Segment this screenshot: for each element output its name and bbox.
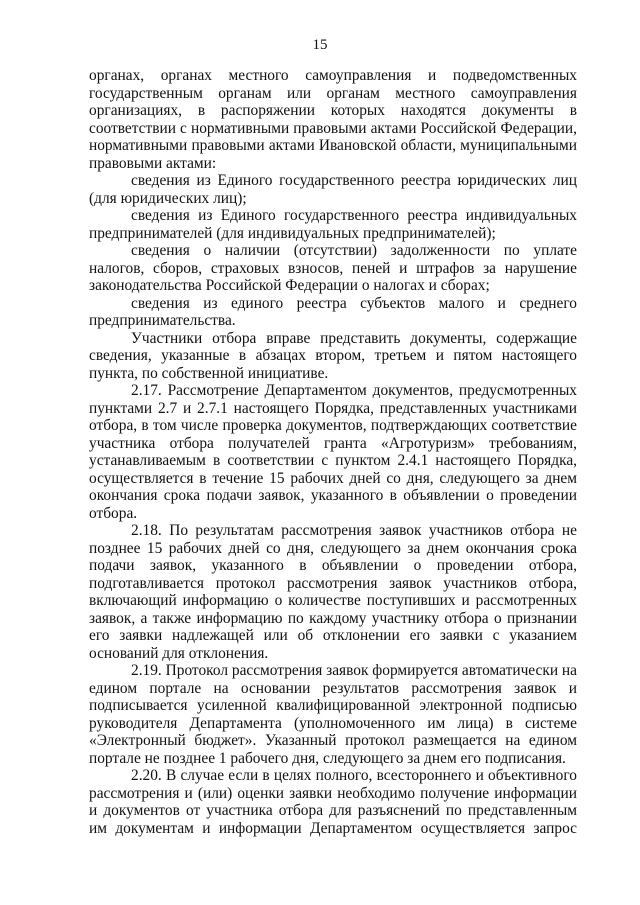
document-body — [89, 67, 577, 837]
paragraph-egrip: сведения из Единого государственного реестра индивидуальных предпринимателей (для индивидуальных предпринимателей); — [89, 207, 577, 242]
paragraph-continuation: органах, органах местного самоуправления и подведомственных государственным органам или органам местного самоуправления организациях, в распоряжении которых находятся документы в соответствии с нормативными правовыми актами Российской Федерации, нормативными правовыми актами Ивановской области, муниципальными правовыми актами: — [89, 67, 577, 172]
paragraph-2-18: 2.18. По результатам рассмотрения заявок участников отбора не позднее 15 рабочих дней со дня, следующего за днем окончания срока подачи заявок, указанного в объявлении о проведении отбора, подготавливается протокол рассмотрения заявок участников отбора, включающий информацию о количестве поступивших и рассмотренных заявок, а также информацию по каждому участнику отбора о признании его заявки надлежащей или об отклонении его заявки с указанием оснований для отклонения. — [89, 522, 577, 662]
paragraph-sme-registry: сведения из единого реестра субъектов малого и среднего предпринимательства. — [89, 294, 577, 329]
paragraph-2-19: 2.19. Протокол рассмотрения заявок формируется автоматически на едином портале на основании результатов рассмотрения заявок и подписывается усиленной квалифицированной электронной подписью руководителя Департамента (уполномоченного им лица) в системе «Электронный бюджет». Указанный протокол размещается на едином портале не позднее 1 рабочего дня, следующего за днем его подписания. — [89, 662, 577, 767]
page-number: 15 — [312, 37, 328, 53]
paragraph-egrul: сведения из Единого государственного реестра юридических лиц (для юридических лиц); — [89, 172, 577, 207]
paragraph-tax-debt: сведения о наличии (отсутствии) задолженности по уплате налогов, сборов, страховых взносов, пеней и штрафов за нарушение законодательства Российской Федерации о налогах и сборах; — [89, 242, 577, 294]
paragraph-2-20: 2.20. В случае если в целях полного, всестороннего и объективного рассмотрения и (или) оценки заявки необходимо получение информации и документов от участника отбора для разъяснений по представленным им документам и информации Департаментом осуществляется запрос — [89, 767, 577, 837]
paragraph-own-initiative: Участники отбора вправе представить документы, содержащие сведения, указанные в абзацах втором, третьем и пятом настоящего пункта, по собственной инициативе. — [89, 329, 577, 382]
paragraph-2-17: 2.17. Рассмотрение Департаментом документов, предусмотренных пунктами 2.7 и 2.7.1 настоящего Порядка, представленных участниками отбора, в том числе проверка документов, подтверждающих соответствие участника отбора получателей гранта «Агротуризм» требованиям, устанавливаемым в соответствии с пунктом 2.4.1 настоящего Порядка, осуществляется в течение 15 рабочих дней со дня, следующего за днем окончания срока подачи заявок, указанного в объявлении о проведении отбора. — [89, 382, 577, 522]
